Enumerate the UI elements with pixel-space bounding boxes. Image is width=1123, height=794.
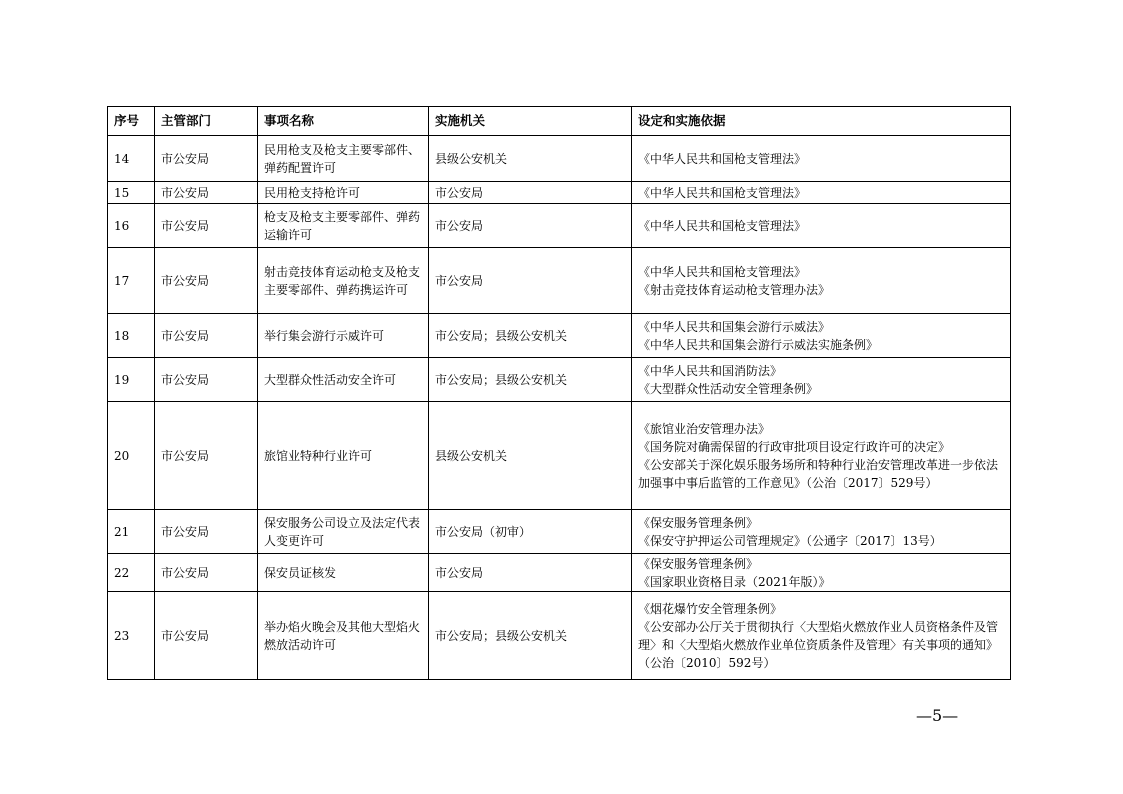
table-body	[108, 136, 1011, 680]
cell-serial-number: 20	[108, 402, 155, 510]
cell-item-name: 举行集会游行示威许可	[258, 314, 429, 358]
cell-agency: 市公安局	[429, 248, 632, 314]
legal-basis-entry: 《公安部关于深化娱乐服务场所和特种行业治安管理改革进一步依法加强事中事后监管的工作意见》（公治〔2017〕529号）	[638, 457, 999, 490]
cell-department: 市公安局	[155, 592, 258, 680]
cell-item-name: 枪支及枪支主要零部件、弹药运输许可	[258, 204, 429, 248]
cell-legal-basis	[632, 510, 1011, 554]
table-row	[108, 204, 1011, 248]
cell-serial-number: 17	[108, 248, 155, 314]
cell-department: 市公安局	[155, 510, 258, 554]
legal-basis-entry: 《国务院对确需保留的行政审批项目设定行政许可的决定》	[638, 439, 951, 454]
header-agency: 实施机关	[429, 107, 632, 136]
page-number: —5—	[916, 706, 959, 725]
cell-item-name: 民用枪支持枪许可	[258, 182, 429, 204]
cell-serial-number: 18	[108, 314, 155, 358]
legal-basis-entry: 《中华人民共和国集会游行示威法》	[638, 319, 831, 334]
cell-serial-number: 23	[108, 592, 155, 680]
cell-department: 市公安局	[155, 358, 258, 402]
cell-item-name: 大型群众性活动安全许可	[258, 358, 429, 402]
cell-serial-number: 19	[108, 358, 155, 402]
legal-basis-entry: 《保安守护押运公司管理规定》（公通字〔2017〕13号）	[638, 533, 942, 548]
cell-department: 市公安局	[155, 314, 258, 358]
cell-agency: 市公安局；县级公安机关	[429, 358, 632, 402]
cell-department: 市公安局	[155, 136, 258, 182]
legal-basis-entry: 《中华人民共和国集会游行示威法实施条例》	[638, 337, 879, 352]
cell-agency: 县级公安机关	[429, 136, 632, 182]
cell-item-name: 保安服务公司设立及法定代表人变更许可	[258, 510, 429, 554]
cell-serial-number: 14	[108, 136, 155, 182]
cell-department: 市公安局	[155, 554, 258, 592]
legal-basis-entry: 《烟花爆竹安全管理条例》	[638, 601, 783, 616]
table-row	[108, 182, 1011, 204]
legal-basis-entry: 《保安服务管理条例》	[638, 515, 759, 530]
cell-item-name: 民用枪支及枪支主要零部件、弹药配置许可	[258, 136, 429, 182]
cell-legal-basis	[632, 314, 1011, 358]
table-row	[108, 402, 1011, 510]
table-row	[108, 136, 1011, 182]
cell-item-name: 射击竞技体育运动枪支及枪支主要零部件、弹药携运许可	[258, 248, 429, 314]
header-serial-number: 序号	[108, 107, 155, 136]
legal-basis-entry: 《射击竞技体育运动枪支管理办法》	[638, 282, 831, 297]
header-item-name: 事项名称	[258, 107, 429, 136]
cell-department: 市公安局	[155, 182, 258, 204]
legal-basis-entry: 《中华人民共和国枪支管理法》	[638, 264, 807, 279]
permit-items-table	[107, 106, 1011, 680]
cell-department: 市公安局	[155, 248, 258, 314]
legal-basis-entry: 《国家职业资格目录（2021年版）》	[638, 574, 831, 589]
cell-agency: 市公安局	[429, 182, 632, 204]
cell-serial-number: 15	[108, 182, 155, 204]
cell-item-name: 保安员证核发	[258, 554, 429, 592]
legal-basis-entry: 《保安服务管理条例》	[638, 556, 759, 571]
cell-legal-basis	[632, 204, 1011, 248]
table-row	[108, 510, 1011, 554]
header-department: 主管部门	[155, 107, 258, 136]
cell-agency: 县级公安机关	[429, 402, 632, 510]
legal-basis-entry: 《公安部办公厅关于贯彻执行〈大型焰火燃放作业人员资格条件及管理〉和〈大型焰火燃放作业单位资质条件及管理〉有关事项的通知》（公治〔2010〕592号）	[638, 619, 999, 670]
cell-item-name: 举办焰火晚会及其他大型焰火燃放活动许可	[258, 592, 429, 680]
cell-legal-basis	[632, 554, 1011, 592]
header-legal-basis: 设定和实施依据	[632, 107, 1011, 136]
cell-serial-number: 21	[108, 510, 155, 554]
table-row	[108, 248, 1011, 314]
cell-department: 市公安局	[155, 204, 258, 248]
cell-serial-number: 22	[108, 554, 155, 592]
cell-legal-basis	[632, 592, 1011, 680]
table-row	[108, 592, 1011, 680]
cell-agency: 市公安局；县级公安机关	[429, 592, 632, 680]
cell-legal-basis	[632, 182, 1011, 204]
cell-agency: 市公安局（初审）	[429, 510, 632, 554]
legal-basis-entry: 《中华人民共和国枪支管理法》	[638, 218, 807, 233]
cell-agency: 市公安局；县级公安机关	[429, 314, 632, 358]
cell-department: 市公安局	[155, 402, 258, 510]
cell-serial-number: 16	[108, 204, 155, 248]
table-row	[108, 554, 1011, 592]
legal-basis-entry: 《中华人民共和国枪支管理法》	[638, 185, 807, 200]
cell-item-name: 旅馆业特种行业许可	[258, 402, 429, 510]
cell-agency: 市公安局	[429, 204, 632, 248]
legal-basis-entry: 《中华人民共和国消防法》	[638, 363, 783, 378]
cell-legal-basis	[632, 358, 1011, 402]
cell-agency: 市公安局	[429, 554, 632, 592]
cell-legal-basis	[632, 248, 1011, 314]
table-row	[108, 314, 1011, 358]
legal-basis-entry: 《大型群众性活动安全管理条例》	[638, 381, 819, 396]
cell-legal-basis	[632, 136, 1011, 182]
legal-basis-entry: 《中华人民共和国枪支管理法》	[638, 151, 807, 166]
cell-legal-basis	[632, 402, 1011, 510]
legal-basis-entry: 《旅馆业治安管理办法》	[638, 421, 771, 436]
table-header-row	[108, 107, 1011, 136]
table-row	[108, 358, 1011, 402]
